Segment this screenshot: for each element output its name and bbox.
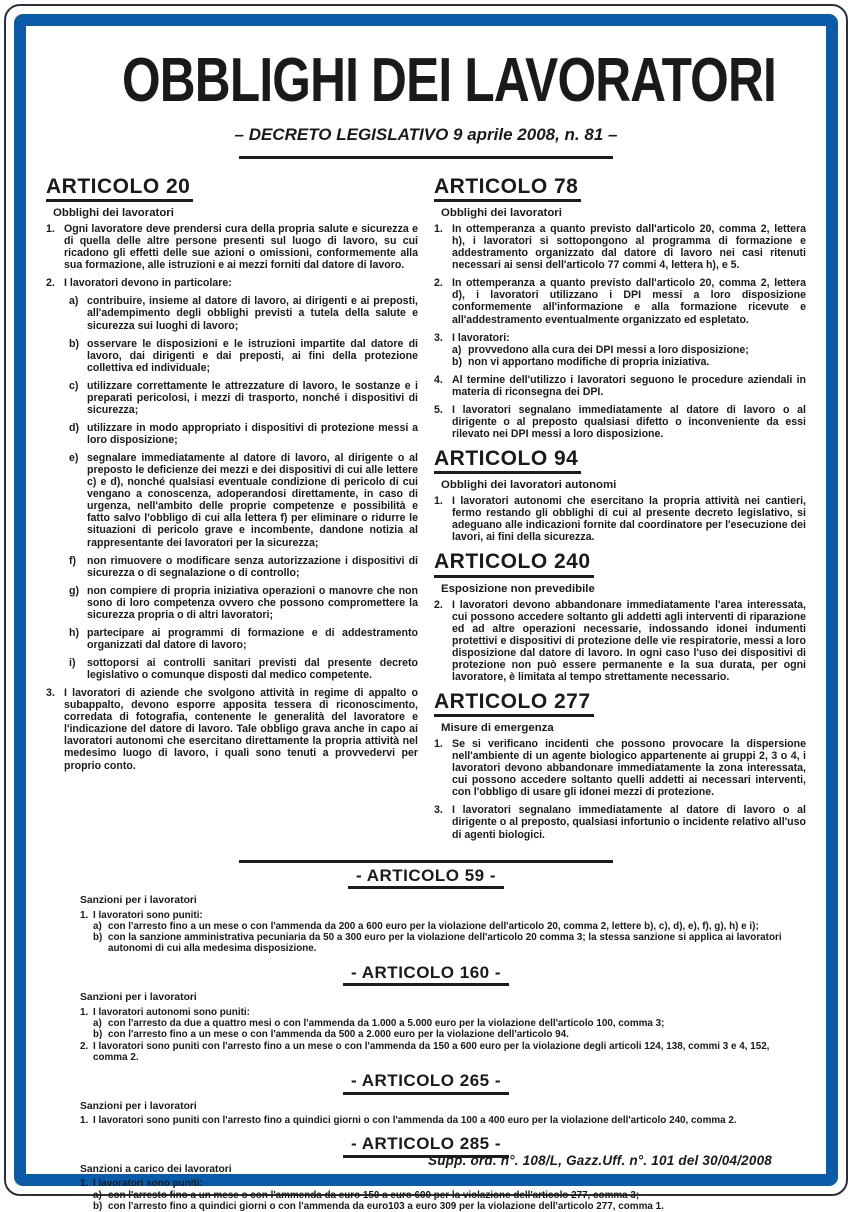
- article-subitem: [69, 555, 418, 579]
- poster-content: [46, 30, 806, 1212]
- article-item: [80, 1041, 806, 1064]
- sanctions-heading: - ARTICOLO 160 -: [343, 963, 509, 987]
- subitem-text: con l'arresto fino a un mese o con l'ammenda da euro 150 a euro 600 per la violazione dell'articolo 277, comma 3;: [108, 1189, 640, 1201]
- item-label: 1.: [434, 738, 443, 751]
- article-subitem: [93, 1190, 806, 1201]
- subitem-text: osservare le disposizioni e le istruzioni impartite dal datore di lavoro, dai dirigenti e dai preposti, ai fini della protezione collettiva ed individuale;: [87, 337, 418, 374]
- subitem-label: d): [69, 421, 79, 434]
- item-label: 1.: [80, 1178, 89, 1190]
- article-subitem: [93, 1018, 806, 1029]
- sub-items: [93, 1018, 806, 1041]
- item-label: 3.: [46, 687, 55, 700]
- item-label: 2.: [46, 277, 55, 290]
- item-label: 1.: [80, 909, 89, 921]
- article-subheading: Obblighi dei lavoratori autonomi: [441, 479, 617, 492]
- item-text: In ottemperanza a quanto previsto dall'articolo 20, comma 2, lettera d), i lavoratori utilizzano i DPI messi a loro disposizione conformemente all'informazione e alla formazione ricevute e all'addestramento eventualmente organizzato ed espletato.: [452, 277, 806, 326]
- article-78: [434, 175, 806, 440]
- article-subitem: [69, 380, 418, 416]
- subitem-text: con l'arresto fino a quindici giorni o con l'ammenda da euro103 a euro 309 per la violazione dell'articolo 277, comma 1.: [108, 1200, 664, 1212]
- article-item: [434, 332, 806, 368]
- sanctions-heading-row: [46, 1071, 806, 1095]
- item-text: I lavoratori autonomi che esercitano la propria attività nei cantieri, fermo restando gli obblighi di cui al presente decreto legislativo, si adeguano alle indicazioni fornite dal coordinatore per l'esecuzione dei lavori, ai fini della sicurezza.: [452, 495, 806, 544]
- subitem-label: i): [69, 657, 76, 670]
- subitem-text: sottoporsi ai controlli sanitari previsti dal presente decreto legislativo o comunque disposti dal medico competente.: [87, 657, 418, 682]
- sanctions-body: [80, 1101, 806, 1127]
- article-item: [434, 738, 806, 798]
- section-divider: [239, 860, 613, 863]
- sanctions-subheading: Sanzioni per i lavoratori: [80, 895, 197, 907]
- sub-items: [93, 921, 806, 955]
- article-subitem: [93, 932, 806, 955]
- article-item: [434, 404, 806, 440]
- item-text: I lavoratori sono puniti:: [93, 1178, 203, 1190]
- article-240: [434, 550, 806, 683]
- article-subitem: [69, 295, 418, 331]
- sanctions-article-285: [46, 1134, 806, 1212]
- sanctions-body: [80, 992, 806, 1063]
- column-left: [46, 175, 418, 847]
- item-text: Al termine dell'utilizzo i lavoratori seguono le procedure aziendali in materia di riconsegna dei DPI.: [452, 373, 806, 398]
- item-label: 1.: [80, 1115, 89, 1127]
- sanctions-subheading: Sanzioni per i lavoratori: [80, 1100, 197, 1112]
- subitem-text: non compiere di propria iniziativa operazioni o manovre che non sono di loro competenza ovvero che possono compromettere la sicurezza propria o di altri lavoratori;: [87, 584, 418, 621]
- sanctions-heading-row: [46, 963, 806, 987]
- subitem-label: e): [69, 452, 79, 465]
- article-item: [80, 1178, 806, 1212]
- subitem-label: f): [69, 554, 77, 567]
- subitem-text: partecipare ai programmi di formazione e di addestramento organizzati dal datore di lavoro;: [87, 626, 418, 651]
- subitem-text: non rimuovere o modificare senza autorizzazione i dispositivi di sicurezza o di segnalazione o di controllo;: [87, 554, 418, 579]
- subitem-text: non vi apportano modifiche di propria iniziativa.: [468, 355, 710, 368]
- sanctions-heading: - ARTICOLO 265 -: [343, 1071, 509, 1095]
- subitem-text: con l'arresto fino a un mese o con l'ammenda da 500 a 2.000 euro per la violazione dell'articolo 94.: [108, 1029, 569, 1041]
- item-text: I lavoratori devono in particolare:: [64, 277, 232, 290]
- article-subitem: [69, 422, 418, 446]
- subitem-text: contribuire, insieme al datore di lavoro, ai dirigenti e ai preposti, all'adempimento degli obblighi previsti a tutela della salute e sicurezza sui luoghi di lavoro;: [87, 295, 418, 332]
- article-20: [46, 175, 418, 772]
- item-text: Ogni lavoratore deve prendersi cura della propria salute e sicurezza e di quella delle altre persone presenti sul luogo di lavoro, su cui ricadono gli effetti delle sue azioni o omissioni, conformemente alla sua formazione, alle istruzioni e ai mezzi forniti dal datore di lavoro.: [64, 223, 418, 272]
- article-subitem: [452, 344, 806, 356]
- sanctions-heading: - ARTICOLO 285 -: [343, 1134, 509, 1158]
- article-columns: [46, 175, 806, 847]
- article-subitem: [69, 657, 418, 681]
- article-item: [80, 910, 806, 955]
- article-subitem: [69, 452, 418, 549]
- article-subheading: Esposizione non prevedibile: [441, 582, 595, 595]
- article-item: [80, 1007, 806, 1041]
- subitem-text: utilizzare in modo appropriato i dispositivi di protezione messi a loro disposizione;: [87, 421, 418, 447]
- subitem-label: b): [452, 355, 462, 368]
- item-text: I lavoratori segnalano immediatamente al datore di lavoro o al dirigente o al preposto, qualsiasi infortunio o incidente relativo all'uso di agenti biologici.: [452, 804, 806, 841]
- subitem-text: utilizzare correttamente le attrezzature di lavoro, le sostanze e i preparati pericolosi, i mezzi di trasporto, nonché i dispositivi di sicurezza;: [87, 379, 418, 416]
- article-subitem: [69, 338, 418, 374]
- sanctions-article-265: [46, 1071, 806, 1126]
- item-text: I lavoratori:: [452, 331, 510, 344]
- item-label: 3.: [434, 804, 443, 817]
- article-item: [434, 223, 806, 271]
- article-item: [434, 495, 806, 543]
- item-text: I lavoratori di aziende che svolgono attività in regime di appalto o subappalto, devono esporre apposita tessera di riconoscimento, corredata di fotografia, contenente le generalità del lavoratore e l'indicazione del datore di lavoro. Tale obbligo grava anche in capo ai lavoratori autonomi che esercitano direttamente la propria attività nel medesimo luogo di lavoro, i quali sono tenuti a provvedervi per proprio conto.: [64, 687, 418, 772]
- item-text: I lavoratori devono abbandonare immediatamente l'area interessata, cui possono accedere soltanto gli addetti agli interventi di riparazione ed ad altre operazioni necessarie, indossando idonei indumenti protettivi e dispositivi di protezione delle vie respiratorie, messi a loro disposizione dal datore di lavoro. In ogni caso l'uso dei dispositivi di protezione non può essere permanente e la sua durata, per ogni lavoratore, è limitata al tempo strettamente necessario.: [452, 598, 806, 683]
- subitem-text: provvedono alla cura dei DPI messi a loro disposizione;: [468, 343, 749, 356]
- sanctions-body: [80, 895, 806, 955]
- subitem-text: con l'arresto da due a quattro mesi o con l'ammenda da 1.000 a 5.000 euro per la violazione dell'articolo 100, comma 3;: [108, 1017, 665, 1029]
- sanctions-article-160: [46, 963, 806, 1063]
- item-label: 1.: [434, 495, 443, 508]
- subitem-text: con la sanzione amministrativa pecuniaria da 50 a 300 euro per la violazione dell'articolo 20 comma 3; la stessa sanzione si applica ai lavoratori autonomi di cui alla medesima disposizione.: [108, 932, 782, 955]
- article-subitem: [69, 627, 418, 651]
- sanctions-article-59: [46, 866, 806, 955]
- item-label: 5.: [434, 403, 443, 416]
- sanctions-subheading: Sanzioni a carico dei lavoratori: [80, 1163, 232, 1175]
- article-item: [434, 804, 806, 840]
- sanctions-heading-row: [46, 866, 806, 890]
- article-heading: ARTICOLO 78: [434, 175, 581, 202]
- subitem-label: a): [452, 343, 462, 356]
- article-heading: ARTICOLO 94: [434, 447, 581, 474]
- article-subitem: [93, 1029, 806, 1040]
- subitem-label: g): [69, 584, 79, 597]
- sanctions-body: [80, 1164, 806, 1212]
- article-subheading: Misure di emergenza: [441, 722, 554, 735]
- article-heading: ARTICOLO 240: [434, 550, 594, 577]
- item-label: 2.: [80, 1040, 89, 1052]
- subitem-label: b): [93, 1200, 103, 1212]
- sub-items: [452, 344, 806, 368]
- item-label: 1.: [434, 223, 443, 236]
- article-item: [46, 277, 418, 681]
- footer-reference: Supp. ord. n°. 108/L, Gazz.Uff. n°. 101 del 30/04/2008: [428, 1153, 772, 1168]
- subitem-label: a): [93, 1017, 102, 1029]
- item-text: I lavoratori autonomi sono puniti:: [93, 1006, 250, 1018]
- subitem-label: h): [69, 626, 79, 639]
- item-text: In ottemperanza a quanto previsto dall'articolo 20, comma 2, lettera h), i lavoratori si sottopongono al programma di formazione e addestramento organizzato dal datore di lavoro nei casi ritenuti necessari ai sensi dell'articolo 77 commi 4, lettera h), e 5.: [452, 223, 806, 272]
- subitem-label: b): [69, 337, 79, 350]
- item-label: 2.: [434, 598, 443, 611]
- item-text: Se si verificano incidenti che possono provocare la dispersione nell'ambiente di un agente biologico appartenente ai gruppi 2, 3 o 4, i lavoratori devono abbandonare immediatamente la zona interessata, cui possono accedere soltanto quelli addetti ai necessari interventi, con l'obbligo di usare gli idonei mezzi di protezione.: [452, 738, 806, 799]
- page-title: OBBLIGHI DEI LAVORATORI: [122, 46, 776, 115]
- subitem-label: b): [93, 932, 103, 944]
- article-subheading: Obblighi dei lavoratori: [441, 207, 562, 220]
- sub-items: [64, 295, 418, 681]
- article-94: [434, 447, 806, 543]
- article-heading-row: [434, 690, 806, 717]
- article-subitem: [452, 356, 806, 368]
- article-item: [46, 687, 418, 771]
- sanctions-subheading: Sanzioni per i lavoratori: [80, 992, 197, 1004]
- article-heading: ARTICOLO 277: [434, 690, 594, 717]
- item-label: 1.: [80, 1006, 89, 1018]
- sanctions-heading: - ARTICOLO 59 -: [348, 866, 504, 890]
- title-divider: [239, 156, 613, 159]
- article-subitem: [93, 1201, 806, 1212]
- article-item: [434, 599, 806, 683]
- subitem-label: c): [69, 379, 79, 392]
- item-text: I lavoratori sono puniti:: [93, 909, 203, 921]
- article-heading: ARTICOLO 20: [46, 175, 193, 202]
- article-heading-row: [434, 175, 806, 202]
- article-item: [434, 277, 806, 325]
- article-subheading: Obblighi dei lavoratori: [53, 207, 174, 220]
- item-label: 3.: [434, 331, 443, 344]
- item-label: 4.: [434, 373, 443, 386]
- item-text: I lavoratori segnalano immediatamente al datore di lavoro o al dirigente o al preposto qualsiasi difetto o inconveniente da essi rilevato nei DPI messi a loro disposizione.: [452, 403, 806, 441]
- subitem-label: a): [93, 1189, 102, 1201]
- article-heading-row: [434, 550, 806, 577]
- subitem-text: segnalare immediatamente al datore di lavoro, al dirigente o al preposto le deficienze dei mezzi e dei dispositivi di cui alle lettere c) e d), nonché qualsiasi eventuale condizione di pericolo di cui vengano a conoscenza, adoperandosi direttamente, in caso di urgenza, nell'ambito delle proprie competenze e possibilità e fatto salvo l'obbligo di cui alla lettera f) per eliminare o ridurre le situazioni di pericolo grave e incombente, dandone notizia al rappresentante dei lavoratori per la sicurezza;: [87, 452, 418, 549]
- subitem-label: a): [69, 295, 79, 308]
- subitem-label: a): [93, 920, 102, 932]
- column-right: [434, 175, 806, 847]
- article-heading-row: [434, 447, 806, 474]
- subitem-label: b): [93, 1029, 103, 1041]
- page-subtitle: – DECRETO LEGISLATIVO 9 aprile 2008, n. 81 –: [234, 125, 618, 144]
- sub-items: [93, 1190, 806, 1212]
- article-item: [434, 374, 806, 398]
- article-item: [46, 223, 418, 271]
- item-label: 2.: [434, 277, 443, 290]
- subitem-text: con l'arresto fino a un mese o con l'ammenda da 200 a 600 euro per la violazione dell'articolo 20, comma 2, lettere b), c), d), e), f), g), h) e i);: [108, 920, 759, 932]
- article-subitem: [93, 921, 806, 932]
- article-heading-row: [46, 175, 418, 202]
- article-277: [434, 690, 806, 841]
- item-text: I lavoratori sono puniti con l'arresto fino a quindici giorni o con l'ammenda da 100 a 400 euro per la violazione dell'articolo 240, comma 2.: [93, 1115, 737, 1127]
- article-item: [80, 1115, 806, 1126]
- item-text: I lavoratori sono puniti con l'arresto fino a un mese o con l'ammenda da 150 a 600 euro per la violazione degli articoli 124, 138, commi 3 e 4, 152, comma 2.: [93, 1040, 770, 1063]
- article-subitem: [69, 585, 418, 621]
- item-label: 1.: [46, 223, 55, 236]
